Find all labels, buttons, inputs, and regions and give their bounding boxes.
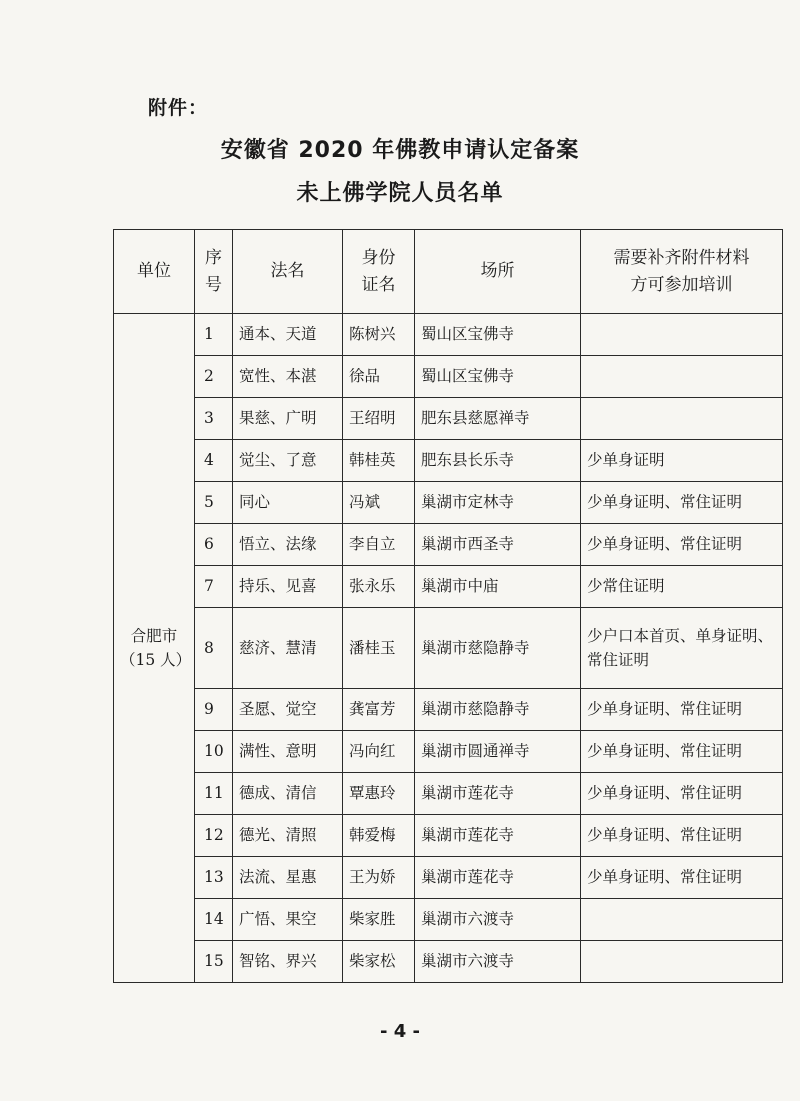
- row-dharma-name: 悟立、法缘: [233, 524, 343, 566]
- row-dharma-name: 德成、清信: [233, 773, 343, 815]
- row-id-name: 潘桂玉: [343, 608, 415, 689]
- row-dharma-name: 法流、星惠: [233, 857, 343, 899]
- row-id-name: 王绍明: [343, 398, 415, 440]
- row-note: [581, 314, 783, 356]
- document-title-line-2: 未上佛学院人员名单: [296, 181, 504, 206]
- unit-count: （15 人）: [120, 651, 192, 669]
- table-header-row: [114, 230, 783, 314]
- table-row: [114, 773, 783, 815]
- header-id-line-2: 证名: [361, 274, 396, 295]
- row-note: 少单身证明: [581, 440, 783, 482]
- table-row: [114, 440, 783, 482]
- row-number: 3: [195, 398, 233, 440]
- table-row: [114, 566, 783, 608]
- row-note: 少常住证明: [581, 566, 783, 608]
- table-row: [114, 689, 783, 731]
- unit-city: 合肥市: [130, 626, 178, 645]
- header-seq-line-1: 序: [205, 248, 222, 269]
- row-number: 6: [195, 524, 233, 566]
- row-id-name: 李自立: [343, 524, 415, 566]
- row-dharma-name: 持乐、见喜: [233, 566, 343, 608]
- row-dharma-name: 德光、清照: [233, 815, 343, 857]
- row-dharma-name: 觉尘、了意: [233, 440, 343, 482]
- row-id-name: 冯向红: [343, 731, 415, 773]
- table-row: [114, 941, 783, 983]
- header-unit: 单位: [114, 230, 195, 314]
- row-venue: 蜀山区宝佛寺: [415, 356, 581, 398]
- row-number: 10: [195, 731, 233, 773]
- row-number: 5: [195, 482, 233, 524]
- row-number: 2: [195, 356, 233, 398]
- row-dharma-name: 宽性、本湛: [233, 356, 343, 398]
- row-dharma-name: 广悟、果空: [233, 899, 343, 941]
- table-row: [114, 524, 783, 566]
- row-number: 15: [195, 941, 233, 983]
- row-number: 14: [195, 899, 233, 941]
- row-id-name: 陈树兴: [343, 314, 415, 356]
- table-row: [114, 608, 783, 689]
- header-id-line-1: 身份: [361, 248, 396, 269]
- row-id-name: 张永乐: [343, 566, 415, 608]
- row-venue: 巢湖市慈隐静寺: [415, 689, 581, 731]
- row-number: 11: [195, 773, 233, 815]
- table-row: [114, 482, 783, 524]
- row-venue: 巢湖市莲花寺: [415, 815, 581, 857]
- row-note: 少户口本首页、单身证明、常住证明: [581, 608, 783, 689]
- row-venue: 巢湖市莲花寺: [415, 773, 581, 815]
- row-venue: 巢湖市西圣寺: [415, 524, 581, 566]
- row-note: [581, 899, 783, 941]
- row-number: 4: [195, 440, 233, 482]
- document-title-line-1: 安徽省 2020 年佛教申请认定备案: [220, 138, 580, 163]
- row-id-name: 柴家胜: [343, 899, 415, 941]
- header-dharma-name: 法名: [233, 230, 343, 314]
- row-dharma-name: 慈济、慧清: [233, 608, 343, 689]
- header-seq: [195, 230, 233, 314]
- row-number: 1: [195, 314, 233, 356]
- row-note: 少单身证明、常住证明: [581, 482, 783, 524]
- row-dharma-name: 满性、意明: [233, 731, 343, 773]
- row-id-name: 冯斌: [343, 482, 415, 524]
- header-id-name: [343, 230, 415, 314]
- row-id-name: 韩爱梅: [343, 815, 415, 857]
- row-note: 少单身证明、常住证明: [581, 815, 783, 857]
- row-number: 12: [195, 815, 233, 857]
- row-id-name: 徐品: [343, 356, 415, 398]
- row-note: 少单身证明、常住证明: [581, 689, 783, 731]
- row-note: 少单身证明、常住证明: [581, 731, 783, 773]
- row-number: 7: [195, 566, 233, 608]
- row-dharma-name: 圣愿、觉空: [233, 689, 343, 731]
- row-id-name: 柴家松: [343, 941, 415, 983]
- table-row: [114, 731, 783, 773]
- row-dharma-name: 同心: [233, 482, 343, 524]
- row-note: [581, 398, 783, 440]
- row-note: 少单身证明、常住证明: [581, 857, 783, 899]
- attachment-label: 附件：: [148, 97, 209, 119]
- row-number: 8: [195, 608, 233, 689]
- row-venue: 巢湖市莲花寺: [415, 857, 581, 899]
- table-row: [114, 899, 783, 941]
- row-note: [581, 941, 783, 983]
- row-venue: 巢湖市圆通禅寺: [415, 731, 581, 773]
- row-note: 少单身证明、常住证明: [581, 524, 783, 566]
- unit-cell: [114, 314, 195, 983]
- table-row: [114, 356, 783, 398]
- row-dharma-name: 果慈、广明: [233, 398, 343, 440]
- table-row: [114, 314, 783, 356]
- table-row: [114, 815, 783, 857]
- row-venue: 巢湖市中庙: [415, 566, 581, 608]
- header-note-line-1: 需要补齐附件材料: [613, 248, 750, 269]
- row-id-name: 龚富芳: [343, 689, 415, 731]
- row-id-name: 韩桂英: [343, 440, 415, 482]
- table-row: [114, 398, 783, 440]
- row-note: 少单身证明、常住证明: [581, 773, 783, 815]
- personnel-table: [113, 229, 783, 983]
- row-venue: 蜀山区宝佛寺: [415, 314, 581, 356]
- row-venue: 巢湖市六渡寺: [415, 941, 581, 983]
- row-dharma-name: 通本、天道: [233, 314, 343, 356]
- row-id-name: 覃惠玲: [343, 773, 415, 815]
- row-number: 9: [195, 689, 233, 731]
- page-number: - 4 -: [380, 1021, 420, 1042]
- row-id-name: 王为娇: [343, 857, 415, 899]
- row-venue: 巢湖市慈隐静寺: [415, 608, 581, 689]
- header-seq-line-2: 号: [205, 274, 222, 295]
- row-venue: 肥东县长乐寺: [415, 440, 581, 482]
- table-row: [114, 857, 783, 899]
- row-venue: 巢湖市六渡寺: [415, 899, 581, 941]
- header-missing-materials: [581, 230, 783, 314]
- row-note: [581, 356, 783, 398]
- row-number: 13: [195, 857, 233, 899]
- header-note-line-2: 方可参加培训: [630, 274, 733, 295]
- header-venue: 场所: [415, 230, 581, 314]
- row-dharma-name: 智铭、界兴: [233, 941, 343, 983]
- row-venue: 肥东县慈愿禅寺: [415, 398, 581, 440]
- row-venue: 巢湖市定林寺: [415, 482, 581, 524]
